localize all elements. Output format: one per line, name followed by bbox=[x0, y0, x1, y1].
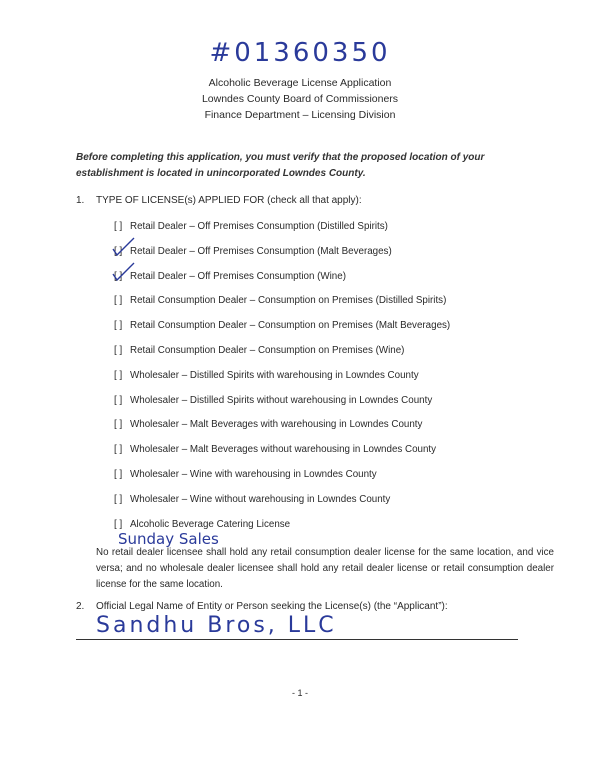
license-option[interactable] bbox=[114, 246, 392, 257]
handwritten-check-icon bbox=[112, 265, 142, 283]
license-checkbox[interactable]: [ ] bbox=[114, 221, 123, 232]
section-number: 1. bbox=[76, 195, 85, 206]
license-option[interactable] bbox=[114, 469, 377, 480]
license-label: Retail Consumption Dealer – Consumption on Premises (Distilled Spirits) bbox=[130, 295, 447, 307]
license-restriction-text: No retail dealer licensee shall hold any retail consumption dealer license for the same location, and vice versa; and no wholesale dealer licensee shall hold any retail dealer license or retail consumption dealer license for the same location. bbox=[96, 547, 554, 590]
license-option[interactable] bbox=[114, 444, 436, 455]
license-checkbox[interactable]: [ ] bbox=[114, 295, 123, 307]
license-checkbox[interactable]: [ ] bbox=[114, 419, 123, 431]
license-checkbox[interactable]: [ ] bbox=[114, 493, 123, 505]
license-label: Retail Dealer – Off Premises Consumption (Malt Beverages) bbox=[130, 245, 392, 257]
license-checkbox[interactable]: [ ] bbox=[114, 469, 123, 480]
license-label: Wholesaler – Distilled Spirits with warehousing in Lowndes County bbox=[130, 369, 419, 381]
license-label: Wholesaler – Wine without warehousing in Lowndes County bbox=[130, 493, 391, 505]
license-option[interactable] bbox=[114, 494, 390, 505]
license-label: Wholesaler – Wine with warehousing in Lowndes County bbox=[130, 469, 377, 480]
applicant-name-underline bbox=[76, 639, 518, 640]
section-2-heading bbox=[76, 601, 448, 612]
section-1-heading bbox=[76, 195, 362, 206]
license-checkbox[interactable]: [ ] bbox=[114, 270, 123, 282]
license-label: Retail Dealer – Off Premises Consumption (Wine) bbox=[130, 270, 346, 282]
license-label: Retail Consumption Dealer – Consumption on Premises (Wine) bbox=[130, 345, 405, 356]
license-option[interactable] bbox=[114, 419, 422, 430]
handwritten-application-number: #01360350 bbox=[209, 38, 391, 68]
license-checkbox[interactable]: [ ] bbox=[114, 394, 123, 406]
license-label: Wholesaler – Distilled Spirits without warehousing in Lowndes County bbox=[130, 394, 433, 406]
handwritten-note: Sunday Sales bbox=[118, 530, 219, 548]
license-label: Alcoholic Beverage Catering License bbox=[130, 518, 291, 530]
license-option[interactable] bbox=[114, 345, 404, 356]
license-checkbox[interactable]: [ ] bbox=[114, 245, 123, 257]
page-number: - 1 - bbox=[291, 688, 308, 698]
license-label: Wholesaler – Malt Beverages without warehousing in Lowndes County bbox=[130, 444, 437, 456]
license-label: Retail Dealer – Off Premises Consumption (Distilled Spirits) bbox=[130, 221, 388, 232]
section-title: TYPE OF LICENSE(s) APPLIED FOR (check all that apply): bbox=[96, 195, 362, 206]
license-checkbox[interactable]: [ ] bbox=[114, 518, 123, 530]
header-division: Finance Department – Licensing Division bbox=[204, 109, 396, 121]
license-label: Retail Consumption Dealer – Consumption on Premises (Malt Beverages) bbox=[130, 320, 451, 332]
location-notice: Before completing this application, you must verify that the proposed location of your establishment is located in unincorporated Lowndes County. bbox=[76, 152, 485, 179]
document-header bbox=[0, 75, 600, 123]
license-option[interactable] bbox=[114, 395, 432, 406]
header-title: Alcoholic Beverage License Application bbox=[208, 77, 392, 89]
license-option[interactable] bbox=[114, 370, 419, 381]
license-label: Wholesaler – Malt Beverages with warehousing in Lowndes County bbox=[130, 419, 423, 431]
license-checkbox[interactable]: [ ] bbox=[114, 369, 123, 381]
section-title: Official Legal Name of Entity or Person seeking the License(s) (the “Applicant”): bbox=[96, 601, 448, 612]
license-option[interactable] bbox=[114, 271, 346, 282]
section-number: 2. bbox=[76, 601, 85, 612]
handwritten-check-icon bbox=[112, 240, 142, 258]
license-option[interactable] bbox=[114, 295, 446, 306]
license-option[interactable] bbox=[114, 221, 388, 232]
license-checkbox[interactable]: [ ] bbox=[114, 444, 123, 456]
license-checkbox[interactable]: [ ] bbox=[114, 345, 123, 356]
license-checkbox[interactable]: [ ] bbox=[114, 320, 123, 332]
header-organization: Lowndes County Board of Commissioners bbox=[201, 93, 399, 105]
applicant-name-field[interactable]: Sandhu Bros, LLC bbox=[96, 613, 337, 638]
license-option[interactable] bbox=[114, 519, 290, 530]
license-option[interactable] bbox=[114, 320, 450, 331]
